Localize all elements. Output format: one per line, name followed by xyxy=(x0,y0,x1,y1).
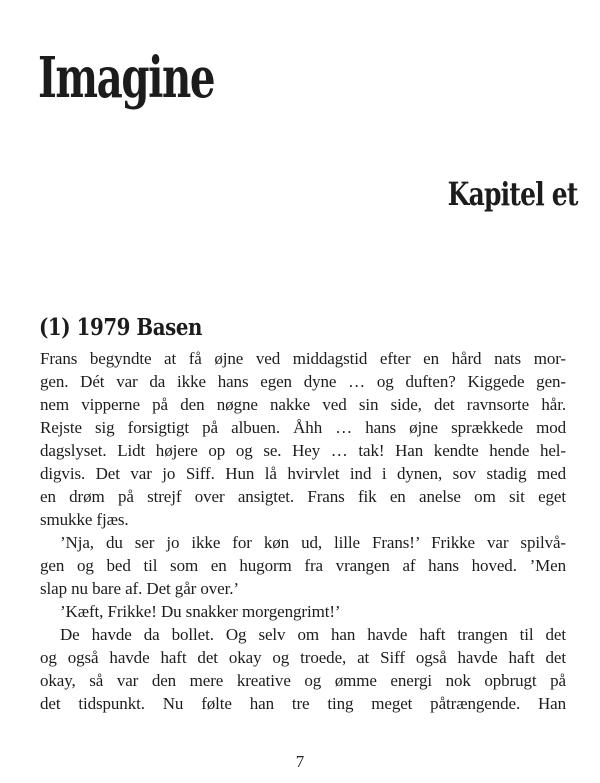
book-title: Imagine xyxy=(38,45,215,111)
body-text xyxy=(40,347,566,715)
body-line: ’Kæft, Frikke! Du snakker morgengrimt!’ xyxy=(60,602,341,621)
body-line: Frans begyndte at få øjne ved middagstid efter en hård nats mor- xyxy=(40,349,566,368)
body-line: okay, så var den mere kreative og ømme energi nok opbrugt på xyxy=(40,671,566,690)
body-line: det tidspunkt. Nu følte han tre ting meget påtrængende. Han xyxy=(40,694,566,713)
body-line: slap nu bare af. Det går over.’ xyxy=(40,579,239,598)
body-line: og også havde haft det okay og troede, at Siff også havde haft det xyxy=(40,648,566,667)
body-line: smukke fjæs. xyxy=(40,510,129,529)
body-line: digvis. Det var jo Siff. Hun lå hvirvlet ind i dynen, sov stadig med xyxy=(40,464,566,483)
body-line: ’Nja, du ser jo ikke for køn ud, lille Frans!’ Frikke var spilvå- xyxy=(60,533,566,552)
page-number: 7 xyxy=(295,752,305,771)
body-line: en drøm på strejf over ansigtet. Frans fik en anelse om sit eget xyxy=(40,487,566,506)
chapter-heading: Kapitel et xyxy=(448,175,578,213)
body-line: gen og bed til som en hugorm fra vrangen af hans hoved. ’Men xyxy=(40,556,566,575)
body-line: Rejste sig forsigtigt på albuen. Åhh … hans øjne sprækkede mod xyxy=(40,418,566,437)
body-line: gen. Dét var da ikke hans egen dyne … og duften? Kiggede gen- xyxy=(40,372,566,391)
body-line: nem vipperne på den nøgne nakke ved sin side, det ravnsorte hår. xyxy=(40,395,566,414)
body-line: De havde da bollet. Og selv om han havde haft trangen til det xyxy=(60,625,566,644)
section-heading: (1) 1979 Basen xyxy=(39,314,202,341)
body-line: dagslyset. Lidt højere op og se. Hey … tak! Han kendte hende hel- xyxy=(40,441,566,460)
